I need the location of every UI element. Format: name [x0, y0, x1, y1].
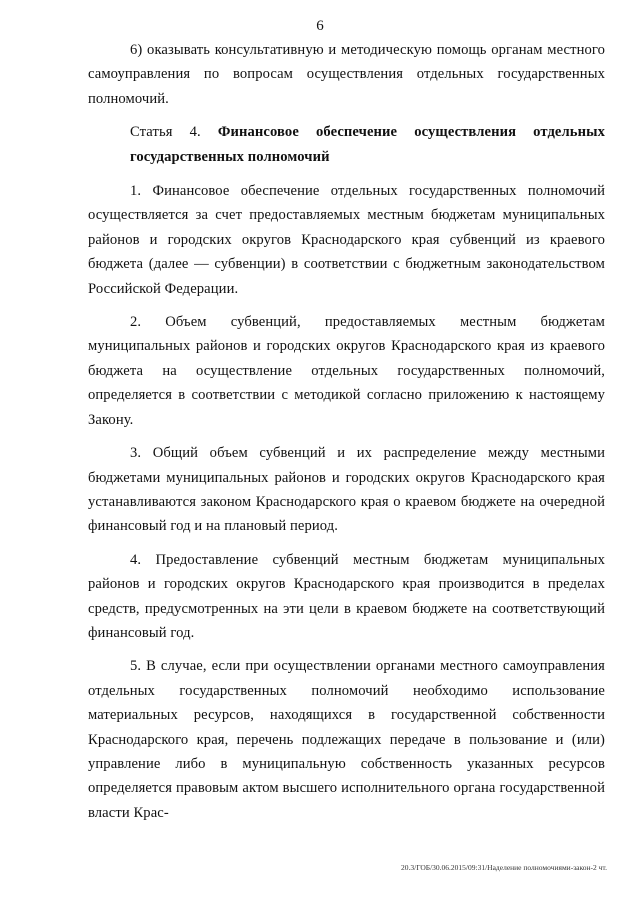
paragraph-1: 1. Финансовое обеспечение отдельных государственных полномочий осуществляется за счет предоставляемых местным бюджетам муниципальных районов и городских округов Краснодарского края субвенций из краевого бюджета (далее — субвенции) в соответствии с бюджетным законодательством Российской Федерации. [88, 183, 605, 297]
document-footer: 20.3/ГОБ/30.06.2015/09:31/Наделение полномочиями-закон-2 чт. [401, 863, 607, 872]
article-label: Статья 4. [130, 124, 201, 141]
paragraph-item-6: 6) оказывать консультативную и методическую помощь органам местного самоуправления по вопросам осуществления отдельных государственных полномочий. [88, 42, 605, 107]
paragraph-2: 2. Объем субвенций, предоставляемых местным бюджетам муниципальных районов и городских округов Краснодарского края из краевого бюджета на осуществление отдельных государственных полномочий, определяется в соответствии с методикой согласно приложению к настоящему Закону. [88, 314, 605, 428]
document-body [88, 38, 605, 825]
paragraph-4: 4. Предоставление субвенций местным бюджетам муниципальных районов и городских округов Краснодарского края производится в пределах средств, предусмотренных на эти цели в краевом бюджете на соответствующий финансовый год. [88, 551, 605, 641]
article-title: Финансовое обеспечение осуществления отдельных государственных полномочий [130, 124, 606, 165]
paragraph-3: 3. Общий объем субвенций и их распределение между местными бюджетами муниципальных районов и городских округов Краснодарского края устанавливаются законом Краснодарского края о краевом бюджете на очередной финансовый год и на плановый период. [88, 445, 605, 535]
page-number: 6 [316, 18, 324, 34]
article-heading [88, 120, 605, 169]
paragraph-5: 5. В случае, если при осуществлении органами местного самоуправления отдельных государственных полномочий необходимо использование материальных ресурсов, находящихся в государственной собственности Краснодарского края, перечень подлежащих передаче в пользование и (или) управление либо в муниципальную собственность указанных ресурсов определяется правовым актом высшего исполнительного органа государственной власти Крас- [88, 658, 605, 821]
